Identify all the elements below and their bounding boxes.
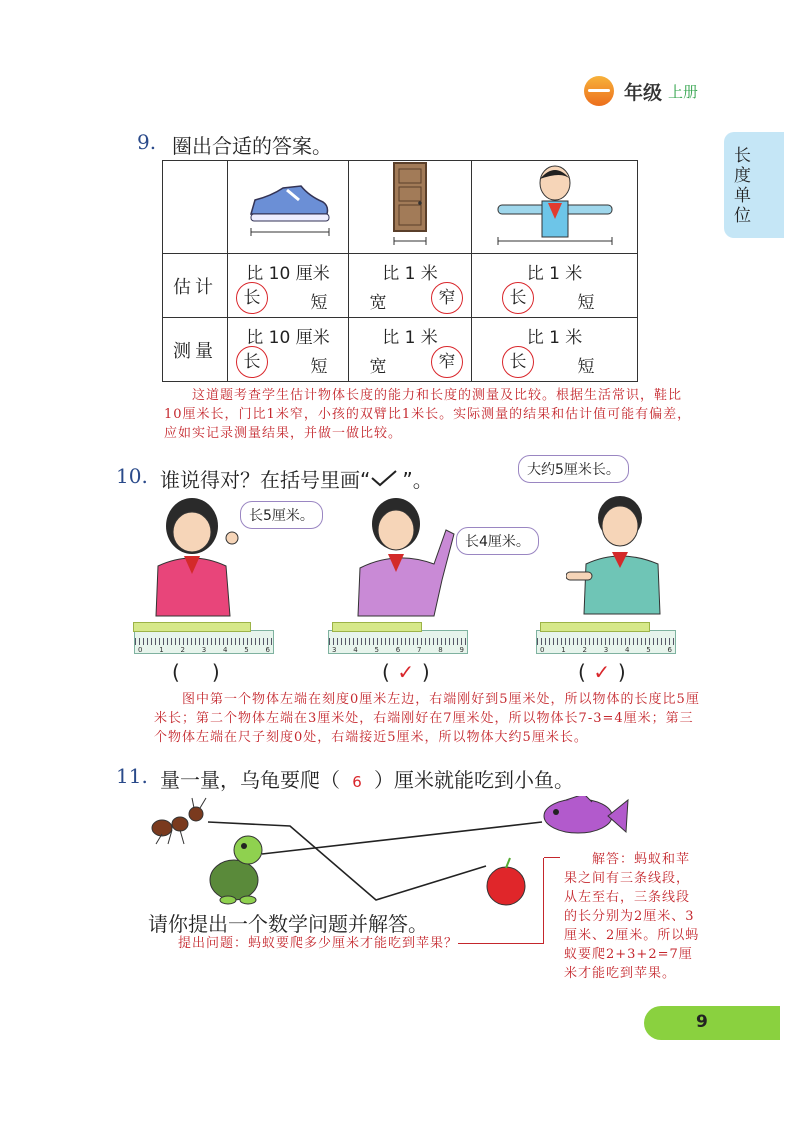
measure-shoe: 比 10 厘米 长 短 — [228, 318, 349, 382]
circled-choice: 窄 — [431, 346, 463, 378]
circled-choice: 窄 — [431, 282, 463, 314]
estimate-arms: 比 1 米 长 短 — [472, 254, 638, 318]
q9-answer-note: 这道题考查学生估计物体长度的能力和长度的测量及比较。根据生活常识，鞋比10厘米长，门比1米窄，小孩的双臂比1米长。实际测量的结果和估计值可能有偏差，应如实记录测量结果，并做一做比较。 — [164, 388, 692, 441]
door-picture — [349, 161, 472, 254]
q11-prompt: 量一量，乌龟要爬（ 6 ）厘米就能吃到小鱼。 — [160, 768, 574, 792]
q11-ask: 提出问题：蚂蚁要爬多少厘米才能吃到苹果？ — [178, 936, 459, 951]
apple-icon — [487, 858, 525, 905]
q10-number: 10. — [116, 464, 148, 488]
circled-choice: 长 — [236, 282, 268, 314]
boy-illustration — [566, 488, 666, 618]
girl-1-illustration — [148, 490, 244, 618]
measure-door: 比 1 米 宽 窄 — [349, 318, 472, 382]
ruler-3-object — [540, 622, 650, 632]
q10-prompt: 谁说得对？在括号里画“ ”。 — [160, 468, 433, 492]
answer-2: ( ✓ ) — [382, 660, 430, 684]
fish-icon — [544, 796, 628, 833]
measure-arms: 比 1 米 长 短 — [472, 318, 638, 382]
q9-number: 9. — [137, 130, 157, 154]
chapter-tab-label: 长度单位 — [734, 146, 751, 226]
ruler-2-object — [332, 622, 422, 632]
page-number: 9 — [644, 1006, 780, 1040]
circled-choice: 长 — [502, 346, 534, 378]
answer-3: ( ✓ ) — [578, 660, 626, 684]
q11-question: 请你提出一个数学问题并解答。 — [148, 912, 428, 936]
circled-choice: 长 — [236, 346, 268, 378]
q9-prompt: 圈出合适的答案。 — [172, 134, 332, 158]
ruler-1: 0 1 2 3 4 5 6 — [134, 630, 274, 654]
q11-number: 11. — [116, 764, 148, 788]
volume-label: 上册 — [668, 83, 699, 101]
girl-2-illustration — [350, 490, 460, 618]
ruler-2: 3 4 5 6 7 8 9 — [328, 630, 468, 654]
q11-answer: 6 — [352, 773, 362, 791]
q11-solution: 解答：蚂蚁和苹果之间有三条线段，从左至右，三条线段的长分别为2厘米、3厘米、2厘米。所以蚂蚁要爬2+3+2=7厘米才能吃到苹果。 — [564, 852, 700, 981]
row-label-measure: 测量 — [163, 318, 228, 382]
circled-choice: 长 — [502, 282, 534, 314]
boy-arms-picture — [472, 161, 638, 254]
bubble-boy: 大约5厘米长。 — [518, 455, 629, 483]
bubble-girl-2: 长4厘米。 — [456, 527, 539, 555]
bubble-girl-1: 长5厘米。 — [240, 501, 323, 529]
turtle-icon — [210, 836, 262, 904]
checkmark-icon — [370, 468, 402, 492]
grade-label: 年级 — [624, 82, 663, 104]
q10-answer-note: 图中第一个物体左端在刻度0厘米左边，右端刚好到5厘米处，所以物体的长度比5厘米长；第二个物体左端在3厘米处，右端刚好在7厘米处，所以物体长7-3=4厘米；第三个物体左端在尺子刻度0处，右端接近5厘米，所以物体大约5厘米长。 — [154, 692, 700, 745]
ruler-1-object — [133, 622, 251, 632]
answer-1: ( ) — [172, 660, 220, 684]
row-label-estimate: 估计 — [163, 254, 228, 318]
grade-badge-icon — [584, 76, 614, 106]
ant-icon — [152, 798, 206, 844]
estimate-door: 比 1 米 宽 窄 — [349, 254, 472, 318]
shoe-picture — [228, 161, 349, 254]
estimate-shoe: 比 10 厘米 长 短 — [228, 254, 349, 318]
chapter-tab — [724, 132, 784, 238]
ruler-3: 0 1 2 3 4 5 6 — [536, 630, 676, 654]
q9-table — [162, 160, 638, 382]
